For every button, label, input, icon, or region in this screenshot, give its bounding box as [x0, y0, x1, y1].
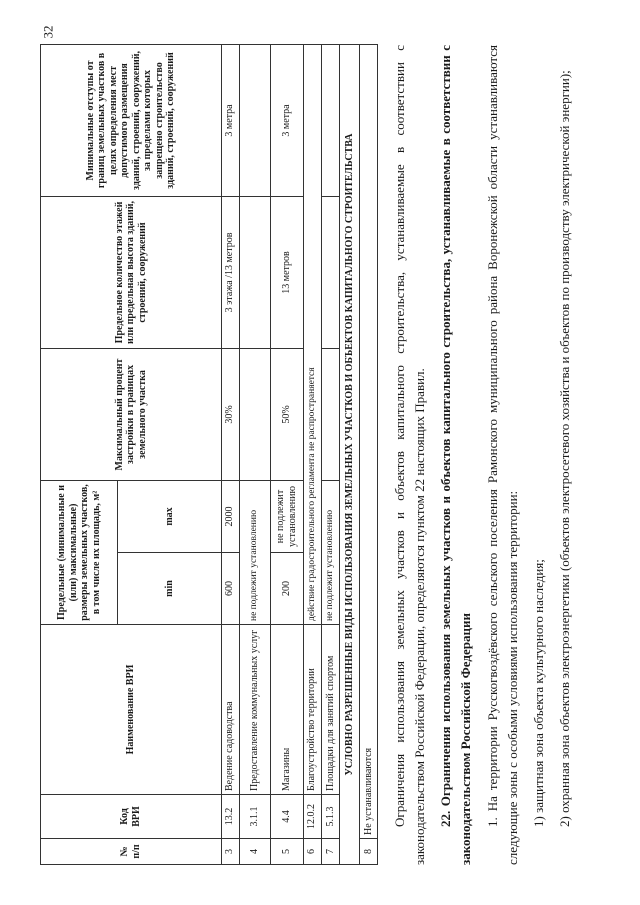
header-min: min [118, 553, 222, 625]
cell-note: действие градостроительного регламента не распространяется [303, 44, 321, 624]
cell-percent: 30% [221, 348, 239, 480]
table-row [239, 44, 270, 864]
body-text [390, 45, 581, 865]
cell-num: 8 [359, 839, 377, 865]
cell-code: 12.0.2 [303, 795, 321, 839]
header-num: № п/п [41, 839, 222, 865]
section-title: УСЛОВНО РАЗРЕШЕННЫЕ ВИДЫ ИСПОЛЬЗОВАНИЯ ЗЕМЕЛЬНЫХ УЧАСТКОВ И ОБЪЕКТОВ КАПИТАЛЬНОГО СТРОИТЕЛЬСТВА [339, 44, 359, 864]
cell-note: не подлежит установлению [321, 480, 339, 624]
page-number: 32 [40, 25, 55, 39]
table-row [303, 44, 321, 864]
header-code: Код ВРИ [41, 795, 222, 839]
table-row [321, 44, 339, 864]
cell-code: 13.2 [221, 795, 239, 839]
cell-note: не подлежит установлению [239, 480, 270, 624]
cell-num: 3 [221, 839, 239, 865]
cell-floors: 3 этажа /13 метров [221, 196, 239, 348]
cell-empty [321, 196, 339, 348]
cell-num: 5 [270, 839, 303, 865]
cell-empty [239, 44, 270, 196]
header-max: max [118, 480, 222, 552]
cell-name: Предоставление коммунальных услуг [239, 625, 270, 795]
cell-setback: 3 метра [270, 44, 303, 196]
cell-name: Магазины [270, 625, 303, 795]
cell-empty [321, 44, 339, 196]
section-row [339, 44, 359, 864]
cell-num: 6 [303, 839, 321, 865]
rotated-page-content [40, 45, 600, 865]
header-floors: Предельное количество этажей или предельная высота зданий, строений, сооружений [41, 196, 222, 348]
paragraph-restrictions: Ограничения использования земельных участков и объектов капитального строительства, устанавливаемые в соответствии с законодательством Российской Федерации, определяются пунктом 22 настоящих Правил. [392, 45, 428, 865]
header-build-percent: Максимальный процент застройки в границах земельного участка [41, 348, 222, 480]
cell-min: 600 [221, 553, 239, 625]
cell-name: Благоустройство территории [303, 625, 321, 795]
cell-empty [321, 348, 339, 480]
header-setback: Минимальные отступы от границ земельных участков в целях определения мест допустимого размещения зданий, строений, сооружений, за пределами которых запрещено строительство зданий, строений, сооружений [41, 44, 222, 196]
cell-code: 4.4 [270, 795, 303, 839]
cell-min: 200 [270, 553, 303, 625]
table-row [270, 44, 303, 864]
cell-floors: 13 метров [270, 196, 303, 348]
cell-empty [239, 348, 270, 480]
cell-num: 4 [239, 839, 270, 865]
list-item: 2) охранная зона объектов электроэнергетики (объектов электросетевого хозяйства и объектов по производству электрической энергии); [556, 70, 572, 827]
cell-num: 7 [321, 839, 339, 865]
cell-name: Ведение садоводства [221, 625, 239, 795]
list-item: 1) защитная зона объекта культурного наследия; [530, 559, 546, 827]
cell-name: Не устанавливаются [359, 44, 377, 838]
cell-percent: 50% [270, 348, 303, 480]
cell-max: 2000 [221, 480, 239, 552]
cell-setback: 3 метра [221, 44, 239, 196]
cell-code: 3.1.1 [239, 795, 270, 839]
header-size-group: Предельные (минимальные и (или) максимальные) размеры земельных участков, в том числе их площадь, м² [41, 480, 118, 624]
table-row [221, 44, 239, 864]
header-name: Наименование ВРИ [41, 625, 222, 795]
section-heading: 22. Ограничения использования земельных участков и объектов капитального строительства, устанавливаемые в соответствии с законодательством Российской Федерации [438, 45, 474, 865]
cell-empty [239, 196, 270, 348]
paragraph-zones: 1. На территории Русскогвоздёвского сельского поселения Рамонского муниципального района Воронежской области устанавливаются следующие зоны с особыми условиями использования территории: [484, 45, 520, 865]
cell-name: Площадки для занятий спортом [321, 625, 339, 795]
cell-max: не подлежит установлению [270, 480, 303, 552]
table-row [359, 44, 377, 864]
cell-code: 5.1.3 [321, 795, 339, 839]
vri-table [40, 44, 378, 865]
